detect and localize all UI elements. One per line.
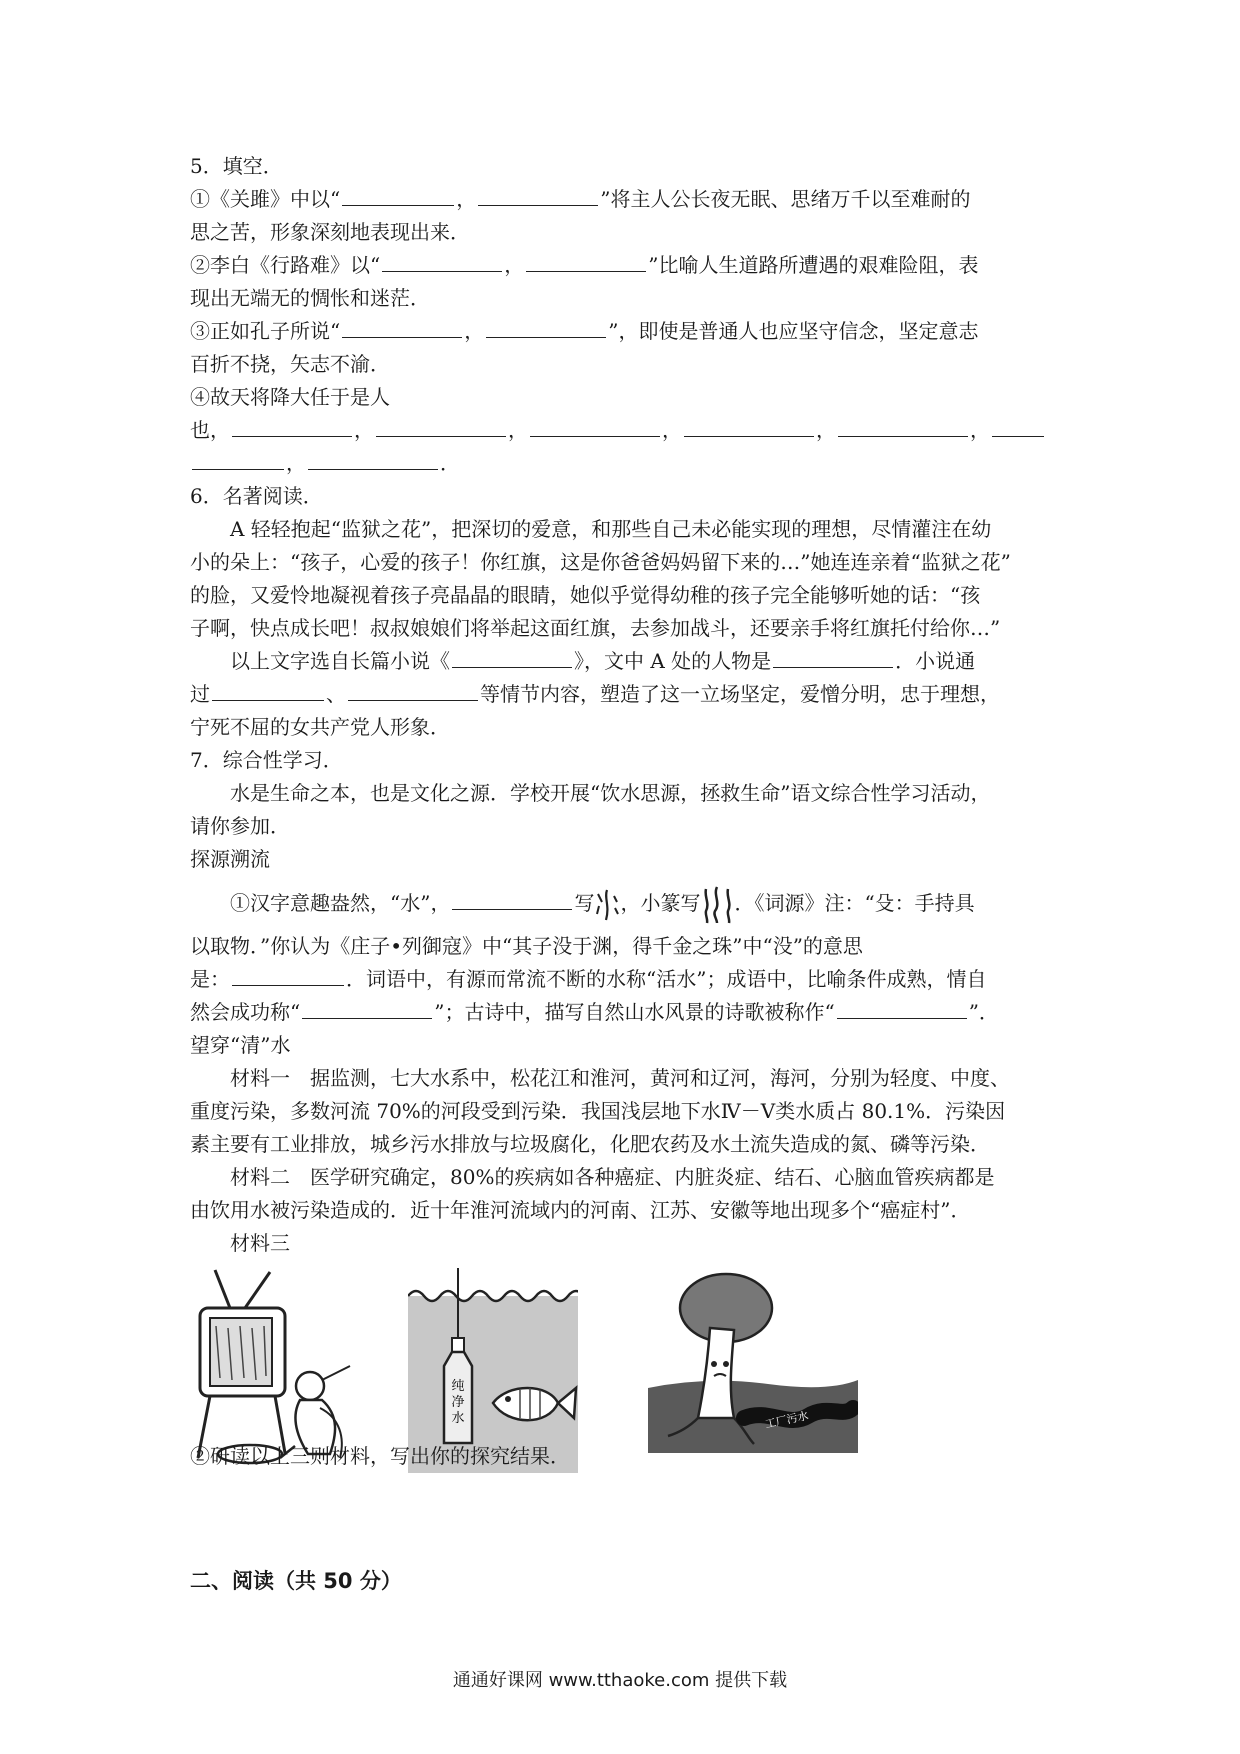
q5-title: 5．填空． [190,154,283,178]
answer-blank[interactable] [376,414,506,437]
answer-blank[interactable] [526,249,646,272]
q6-passage-line: 小的朵上：“孩子，心爱的孩子！你红旗，这是你爸爸妈妈留下来的…”她连连亲着“监狱之花” [190,550,1011,574]
answer-blank[interactable] [452,887,572,910]
q6-title: 6．名著阅读． [190,484,323,508]
q6-passage-line: 子啊，快点成长吧！叔叔娘娘们将举起这面红旗，去参加战斗，还要亲手将红旗托付给你…” [190,616,1001,640]
q7-item1: ①汉字意趣盎然，“水”， 写 ，小篆写 ．《词源》注：“殳：手持具 [190,876,1060,930]
q7-task-block [190,1440,1060,1473]
answer-blank[interactable] [838,414,968,437]
answer-blank[interactable] [232,414,352,437]
answer-blank[interactable] [478,183,598,206]
answer-blank[interactable] [192,447,284,470]
answer-blank[interactable] [342,183,454,206]
q5-item4-blanks: 也， ， ， ， ， ， [190,414,1060,447]
q7-title: 7．综合性学习． [190,748,343,772]
footer-source: 通通好课网 www.tthaoke.com 提供下载 [452,1670,788,1691]
answer-blank[interactable] [348,678,478,701]
ancient-water-glyph-icon [594,888,620,922]
q7-item1-cont: 是： ．词语中，有源而常流不断的水称“活水”；成语中，比喻条件成熟，情自 [190,963,1060,996]
q6-passage-line: 的脸，又爱怜地凝视着孩子亮晶晶的眼睛，她似乎觉得幼稚的孩子完全能够听她的话：“孩 [190,583,981,607]
q5-item2: ②李白《行路难》以“ ， ”比喻人生道路所遭遇的艰难险阻，表 [190,249,1060,282]
q7-subheading: 望穿“清”水 [190,1033,291,1057]
answer-blank[interactable] [684,414,814,437]
q5-item2-cont: 现出无端无的惆怅和迷茫． [190,286,430,310]
q5-item1-cont: 思之苦，形象深刻地表现出来． [190,220,470,244]
q7-task: ②研读以上三则材料，写出你的探究结果． [190,1444,570,1468]
answer-blank[interactable] [837,996,967,1019]
q5-item3-cont: 百折不挠，矢志不渝． [190,352,390,376]
q6-question-cont: 宁死不屈的女共产党人形象． [190,715,450,739]
answer-blank[interactable] [382,249,502,272]
worksheet-body [190,150,1060,1260]
q7-intro: 水是生命之本，也是文化之源．学校开展“饮水思源，拯救生命”语文综合性学习活动， [230,781,991,805]
answer-blank[interactable] [212,678,324,701]
q7-subheading: 探源溯流 [190,847,270,871]
q5-item1: ①《关雎》中以“ ， ”将主人公长夜无眠、思绪万千以至难耐的 [190,183,1060,216]
answer-blank[interactable] [302,996,432,1019]
q7-material1: 材料一 据监测，七大水系中，松花江和淮河，黄河和辽河，海河，分别为轻度、中度、 [230,1066,1010,1090]
q7-material2: 材料二 医学研究确定，80%的疾病如各种癌症、内脏炎症、结石、心脑血管疾病都是 [230,1165,995,1189]
answer-blank[interactable] [486,315,606,338]
q6-question: 以上文字选自长篇小说《 》，文中 A 处的人物是 ．小说通 [190,645,1060,678]
section-2-heading: 二、阅读（共 50 分） [190,1569,402,1593]
q7-material2: 由饮用水被污染造成的．近十年淮河流域内的河南、江苏、安徽等地出现多个“癌症村”． [190,1198,971,1222]
q7-material1: 重度污染，多数河流 70%的河段受到污染．我国浅层地下水Ⅳ－Ⅴ类水质占 80.1%．污染因 [190,1099,1006,1123]
answer-blank[interactable] [308,447,438,470]
q7-item1-cont: 以取物．”你认为《庄子•列御寇》中“其子没于渊，得千金之珠”中“没”的意思 [190,934,863,958]
q6-question-cont: 过 、 等情节内容，塑造了这一立场坚定，爱憎分明，忠于理想， [190,678,1060,711]
answer-blank[interactable] [992,414,1044,437]
q7-item1-cont: 然会成功称“ ”；古诗中，描写自然山水风景的诗歌被称作“ ”． [190,996,1060,1029]
q5-item3: ③正如孔子所说“ ， ”，即使是普通人也应坚守信念，坚定意志 [190,315,1060,348]
q7-intro: 请你参加． [190,814,290,838]
q7-material1: 素主要有工业排放，城乡污水排放与垃圾腐化，化肥农药及水土流失造成的氮、磷等污染． [190,1132,990,1156]
answer-blank[interactable] [452,645,572,668]
factory-pipe-label: 工厂污水 [763,1409,810,1431]
q5-item4-blanks-cont: ， ． [190,447,1060,480]
q5-item4: ④故天将降大任于是人 [190,385,390,409]
answer-blank[interactable] [342,315,462,338]
q7-material3-label: 材料三 [230,1231,290,1255]
q6-passage-line: A 轻轻抱起“监狱之花”，把深切的爱意，和那些自己未必能实现的理想，尽情灌注在幼 [230,517,992,541]
answer-blank[interactable] [530,414,660,437]
bottle-label: 纯净水 [451,1379,465,1426]
answer-blank[interactable] [232,963,344,986]
answer-blank[interactable] [773,645,893,668]
seal-script-water-icon [700,885,734,925]
